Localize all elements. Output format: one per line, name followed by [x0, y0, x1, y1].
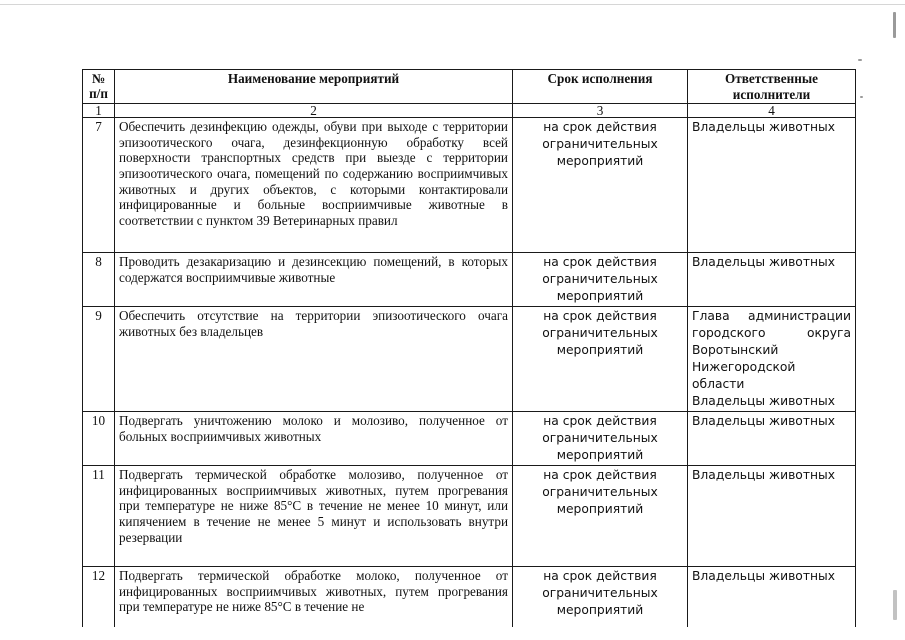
measure-name: Подвергать термической обработке молоко, полученное от инфицированных восприимчивых животных, путем прогревания при температуре не ниже 85°С в течение не: [115, 567, 513, 627]
header-number: № п/п: [83, 70, 115, 104]
responsible-line: Владельцы животных: [692, 414, 836, 429]
responsible-line: Владельцы животных: [692, 468, 836, 483]
scan-artifact: [858, 59, 862, 61]
responsible-line: Владельцы животных: [692, 255, 836, 270]
column-number: 1: [83, 104, 115, 118]
row-number: 9: [83, 307, 115, 412]
column-number: 2: [115, 104, 513, 118]
header-name: Наименование мероприятий: [115, 70, 513, 104]
measure-responsible: [688, 307, 856, 412]
row-number: 12: [83, 567, 115, 627]
measure-name: Проводить дезакаризацию и дезинсекцию помещений, в которых содержатся восприимчивые животные: [115, 253, 513, 307]
table-row: [83, 567, 856, 627]
measures-table: [82, 69, 856, 627]
table-row: [83, 466, 856, 567]
measure-name: Обеспечить дезинфекцию одежды, обуви при выходе с территории эпизоотического очага, дезинфекционную обработку всей поверхности транспортных средств при выезде с территории эпизоотического очага, помещений по содержанию восприимчивых животных и других объектов, с которыми контактировали инфицированные и больные восприимчивые животные в соответствии с пунктом 39 Ветеринарных правил: [115, 118, 513, 253]
row-number: 8: [83, 253, 115, 307]
table-row: [83, 307, 856, 412]
header-row: [83, 70, 856, 104]
measure-term: на срок действия ограничительных мероприятий: [513, 253, 688, 307]
measure-term: на срок действия ограничительных мероприятий: [513, 307, 688, 412]
measure-name: Подвергать уничтожению молоко и молозиво, полученное от больных восприимчивых животных: [115, 412, 513, 466]
measure-term: на срок действия ограничительных мероприятий: [513, 412, 688, 466]
measure-term: на срок действия ограничительных мероприятий: [513, 567, 688, 627]
measure-term: на срок действия ограничительных мероприятий: [513, 118, 688, 253]
table-row: [83, 412, 856, 466]
scan-artifact: [893, 12, 896, 38]
row-number: 11: [83, 466, 115, 567]
responsible-line: Владельцы животных: [692, 394, 836, 409]
measure-responsible: [688, 118, 856, 253]
measure-responsible: [688, 412, 856, 466]
measure-name: Обеспечить отсутствие на территории эпизоотического очага животных без владельцев: [115, 307, 513, 412]
page-top-edge: [0, 4, 905, 5]
row-number: 7: [83, 118, 115, 253]
measure-responsible: [688, 567, 856, 627]
table-row: [83, 253, 856, 307]
scan-artifact: [893, 590, 897, 620]
measure-responsible: [688, 466, 856, 567]
header-term: Срок исполнения: [513, 70, 688, 104]
column-number: 3: [513, 104, 688, 118]
row-number: 10: [83, 412, 115, 466]
measure-term: на срок действия ограничительных мероприятий: [513, 466, 688, 567]
responsible-line: Владельцы животных: [692, 120, 836, 135]
header-responsible: Ответственные исполнители: [688, 70, 856, 104]
column-number: 4: [688, 104, 856, 118]
responsible-line: Владельцы животных: [692, 569, 836, 584]
responsible-line: Глава администрации городского округа Воротынский Нижегородской области: [692, 309, 851, 392]
column-number-row: [83, 104, 856, 118]
scan-artifact: [860, 96, 863, 98]
table-row: [83, 118, 856, 253]
measure-responsible: [688, 253, 856, 307]
measure-name: Подвергать термической обработке молозиво, полученное от инфицированных восприимчивых животных, путем прогревания при температуре не ниже 85°С в течение не менее 10 минут, или кипячением в течение не менее 5 минут и использовать внутри резервации: [115, 466, 513, 567]
